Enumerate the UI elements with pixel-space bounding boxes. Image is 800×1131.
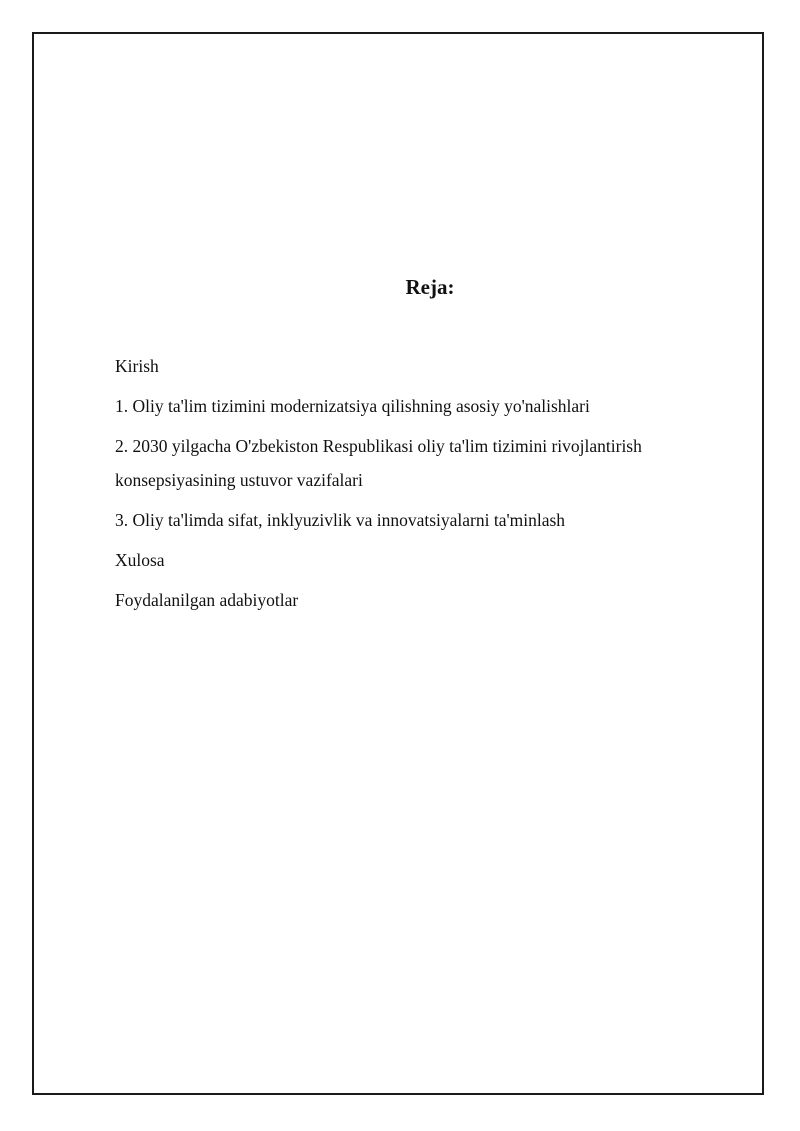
plan-item-section-1: 1. Oliy ta'lim tizimini modernizatsiya qilishning asosiy yo'nalishlari — [115, 396, 590, 416]
plan-item-section-3: 3. Oliy ta'limda sifat, inklyuzivlik va innovatsiyalarni ta'minlash — [115, 510, 566, 530]
plan-item-references: Foydalanilgan adabiyotlar — [115, 590, 299, 610]
plan-item-section-2: 2. 2030 yilgacha O'zbekiston Respublikasi oliy ta'lim tizimini rivojlantirish konsepsiyasining ustuvor vazifalari — [115, 436, 642, 490]
page-title: Reja: — [405, 275, 455, 299]
plan-item-conclusion: Xulosa — [115, 550, 165, 570]
plan-list — [115, 349, 705, 623]
plan-item-introduction: Kirish — [115, 356, 159, 376]
